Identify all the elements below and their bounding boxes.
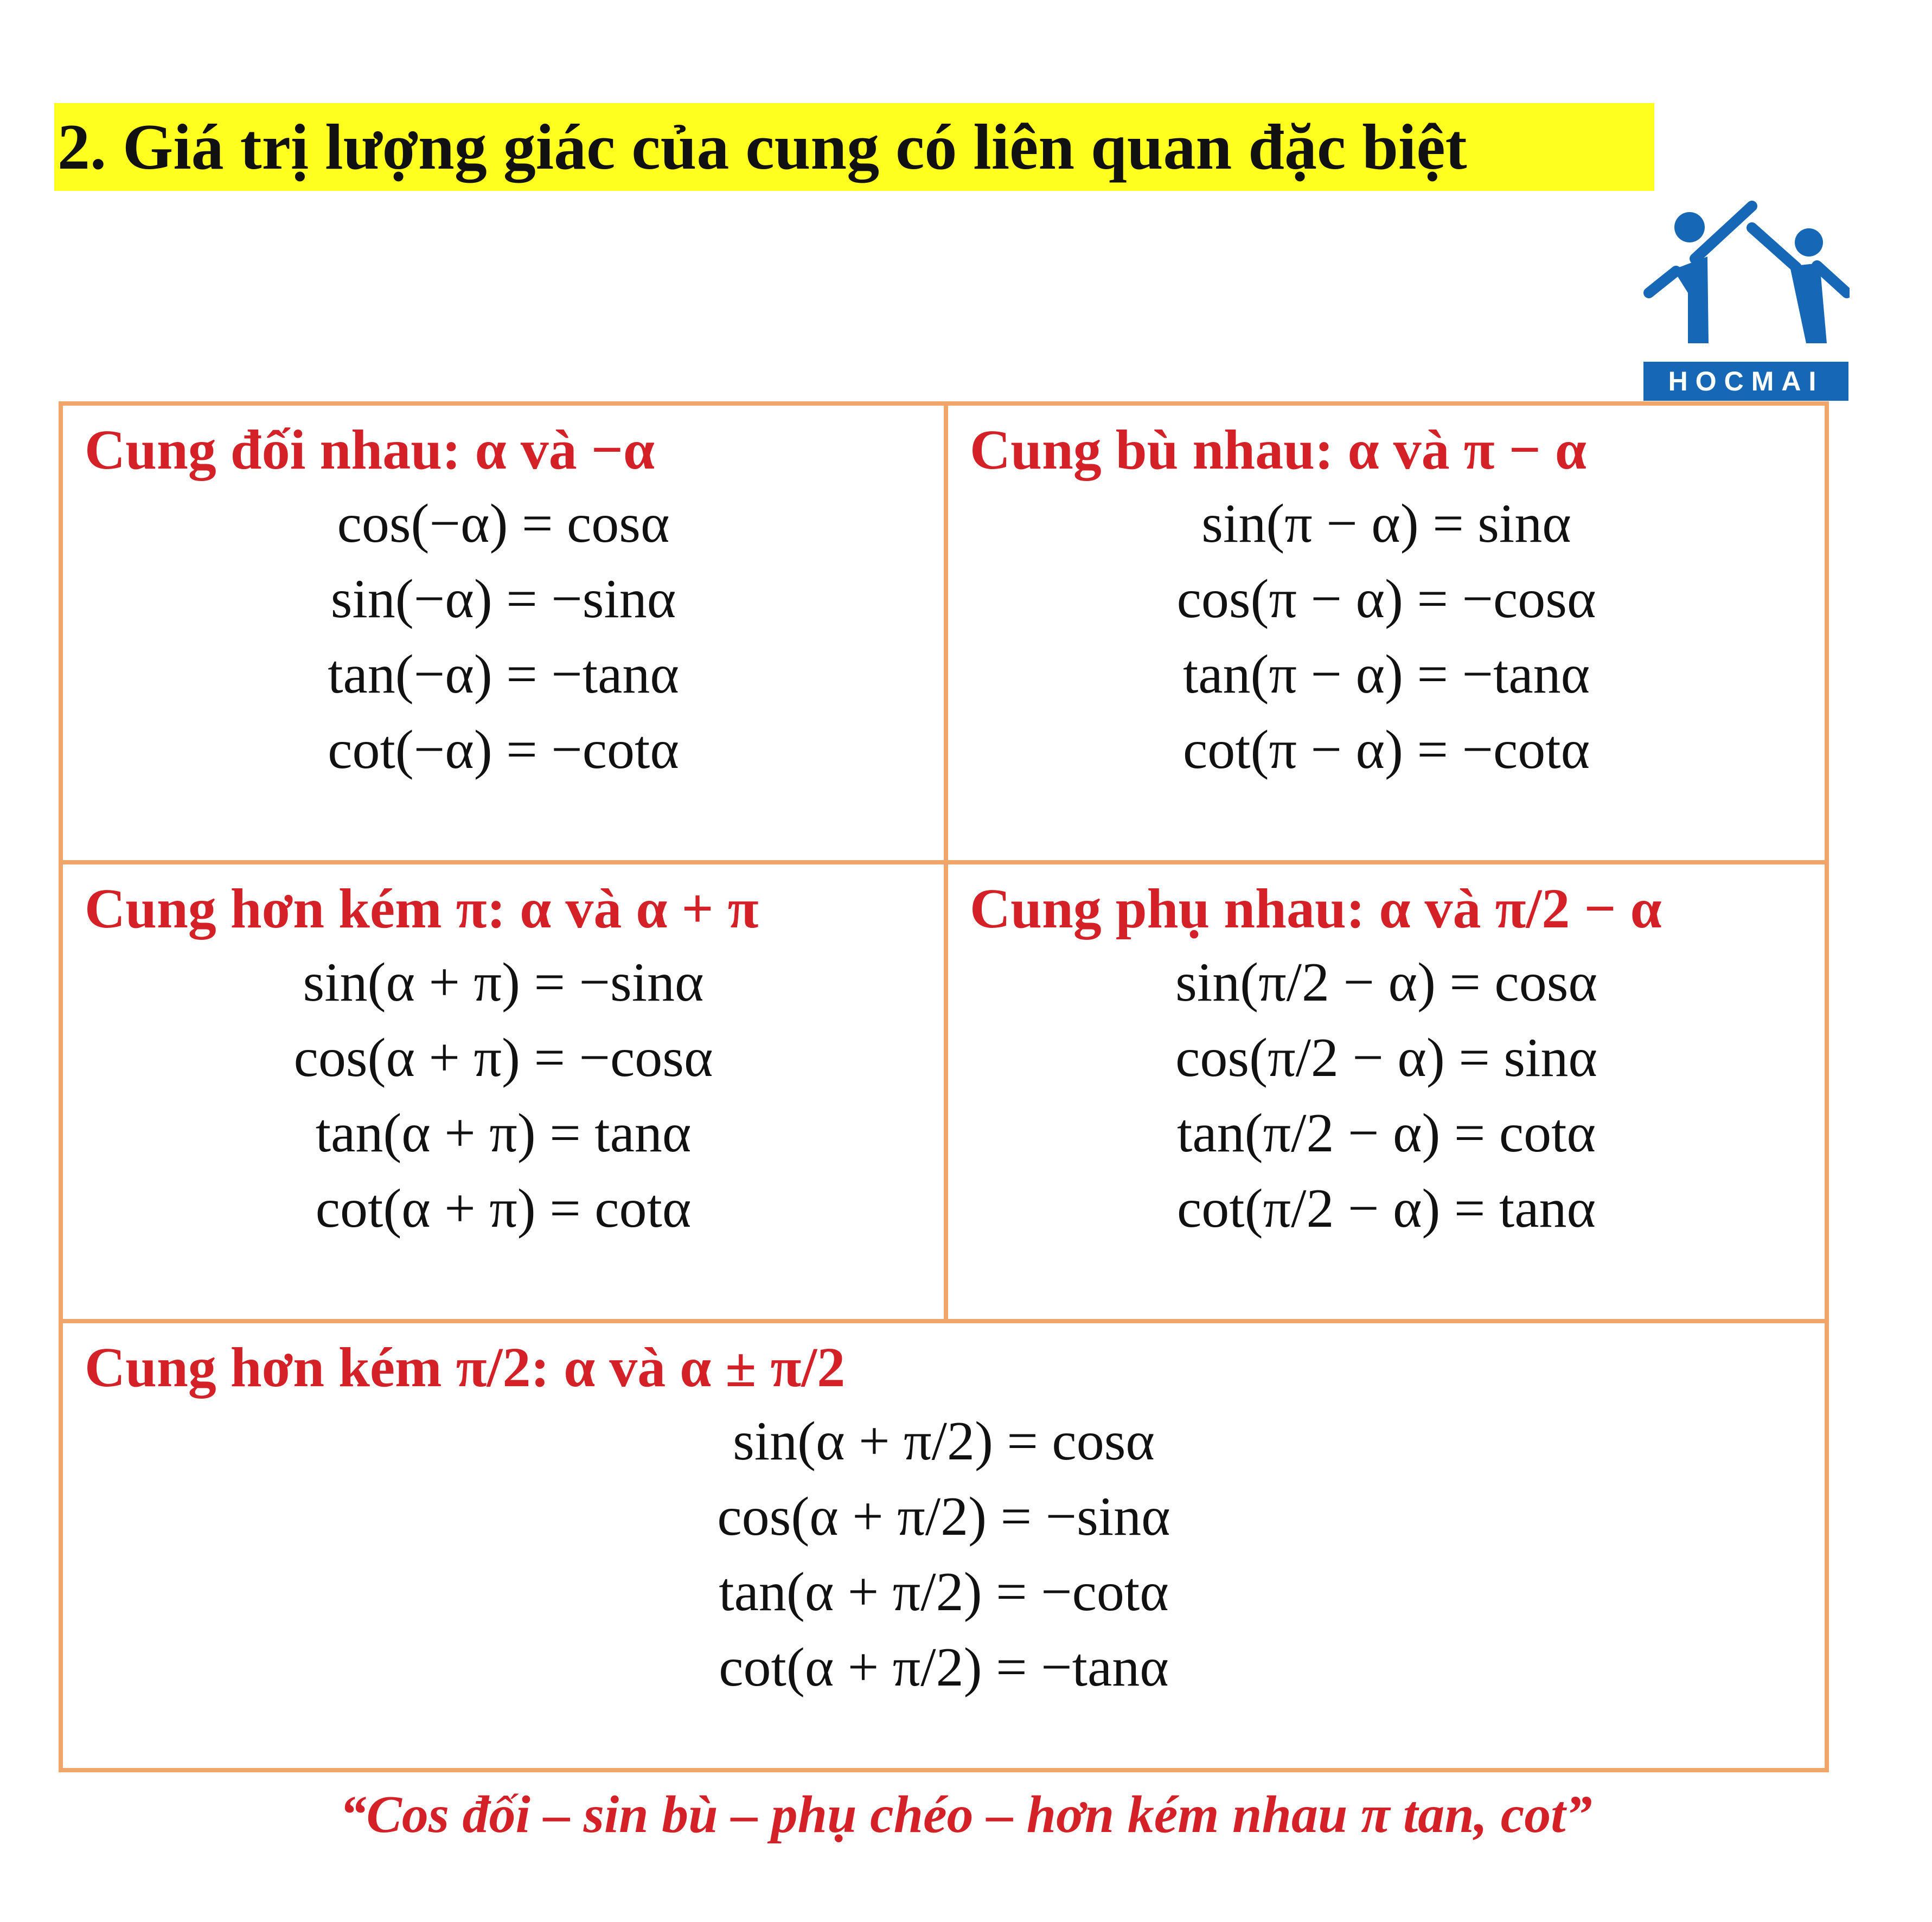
formula: sin(α + π/2) = cosα: [733, 1411, 1155, 1472]
formula: sin(−α) = −sinα: [330, 568, 676, 630]
formula: cos(π/2 − α) = sinα: [1175, 1027, 1597, 1088]
formula: cos(−α) = cosα: [337, 493, 670, 554]
mnemonic-motto: “Cos đối – sin bù – phụ chéo – hơn kém nhau π tan, cot”: [340, 1785, 1592, 1844]
formula: cos(α + π/2) = −sinα: [717, 1486, 1170, 1547]
formula-list: [948, 486, 1825, 787]
formula: cos(α + π) = −cosα: [293, 1027, 713, 1088]
formula: cot(π/2 − α) = tanα: [1177, 1178, 1596, 1239]
formula: tan(−α) = −tanα: [328, 644, 679, 705]
formula: cot(α + π/2) = −tanα: [719, 1637, 1169, 1698]
row-divider: [63, 1319, 1825, 1323]
formula-list: [63, 1404, 1825, 1705]
formula: cot(α + π) = cotα: [315, 1178, 692, 1239]
hocmai-logo: [1643, 198, 1858, 404]
formula: tan(α + π) = tanα: [315, 1103, 692, 1164]
section-title: Cung hơn kém π/2: α và α ± π/2: [85, 1336, 846, 1399]
formula: sin(π − α) = sinα: [1201, 493, 1571, 554]
section-title: Cung phụ nhau: α và π/2 − α: [970, 877, 1662, 940]
formula-table: [59, 401, 1829, 1772]
section-title: Cung đối nhau: α và −α: [85, 419, 655, 481]
heading-text: 2. Giá trị lượng giác của cung có liên quan đặc biệt: [57, 111, 1467, 183]
formula: cos(π − α) = −cosα: [1176, 568, 1596, 630]
formula: cot(−α) = −cotα: [328, 719, 679, 780]
formula-list: [63, 945, 944, 1246]
formula-list: [948, 945, 1825, 1246]
formula: sin(π/2 − α) = cosα: [1175, 952, 1597, 1013]
row-divider: [63, 860, 1825, 864]
page-heading: [54, 103, 1654, 191]
section-differ-by-half-pi: [63, 1323, 1825, 1768]
logo-wordmark: HOCMAI: [1643, 362, 1848, 401]
formula-list: [63, 486, 944, 787]
section-title: Cung bù nhau: α và π − α: [970, 419, 1586, 481]
formula: tan(α + π/2) = −cotα: [719, 1561, 1169, 1623]
section-supplementary-angles: [948, 406, 1825, 860]
formula: sin(α + π) = −sinα: [303, 952, 704, 1013]
column-divider: [944, 406, 948, 1323]
section-complementary-angles: [948, 864, 1825, 1319]
formula: tan(π − α) = −tanα: [1182, 644, 1590, 705]
section-opposite-angles: [63, 406, 944, 860]
section-title: Cung hơn kém π: α và α + π: [85, 877, 759, 940]
formula: tan(π/2 − α) = cotα: [1177, 1103, 1596, 1164]
section-differ-by-pi: [63, 864, 944, 1319]
formula: cot(π − α) = −cotα: [1182, 719, 1590, 780]
people-icon: [1643, 198, 1850, 361]
